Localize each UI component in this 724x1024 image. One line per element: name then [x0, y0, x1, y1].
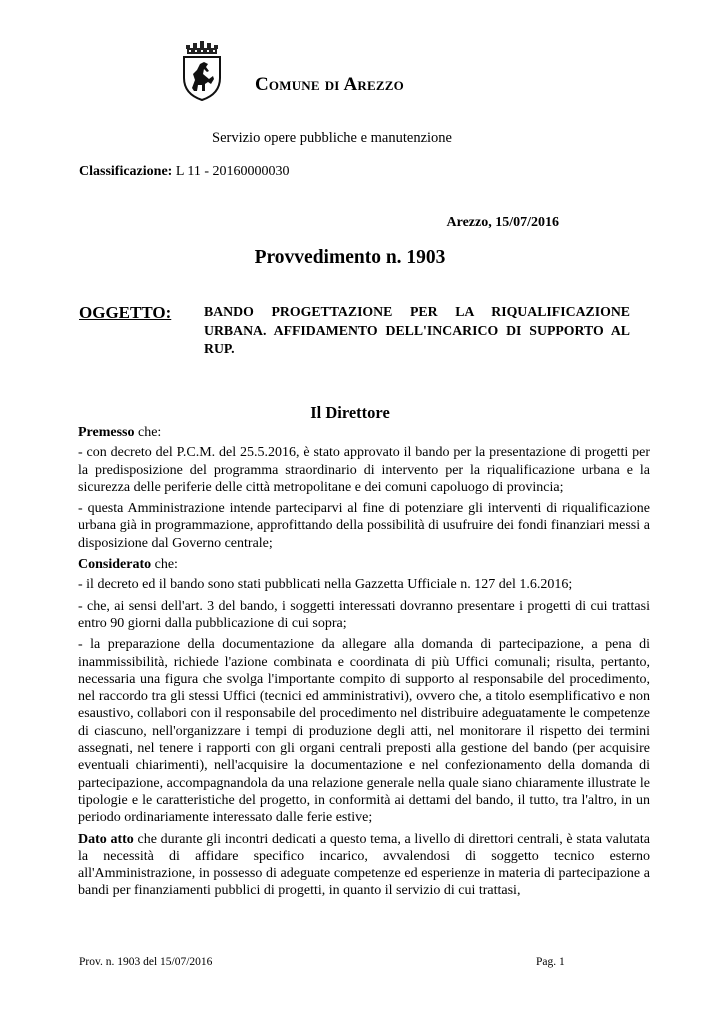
premesso-label: Premesso: [78, 425, 135, 440]
footer-reference: Prov. n. 1903 del 15/07/2016: [79, 956, 213, 968]
subject-text: BANDO PROGETTAZIONE PER LA RIQUALIFICAZIONE URBANA. AFFIDAMENTO DELL'INCARICO DI SUPPORTO AL RUP.: [204, 304, 630, 356]
dato-atto-text: che durante gli incontri dedicati a questo tema, a livello di direttori centrali, è stata valutata la necessità di affidare specifico incarico, avvalendosi di soggetto tecnico esterno all'Amministrazione, in possesso di adeguate competenze ed esperienze in materia di partecipazione a bandi per finanziamenti pubblici di progetti, in quanto il servizio di cui trattasi,: [78, 831, 650, 899]
premesso-heading: [78, 424, 650, 441]
service-name: Servizio opere pubbliche e manutenzione: [212, 130, 452, 146]
coat-of-arms-icon: [178, 38, 226, 102]
place-date: Arezzo, 15/07/2016: [446, 215, 559, 230]
premesso-paragraph-2: - questa Amministrazione intende parteciparvi al fine di potenziare gli interventi di riqualificazione urbana già in programmazione, approfittando della possibilità di usufruire dei fondi finanziari messi a disposizione dal Governo centrale;: [78, 501, 650, 551]
dato-atto-label: Dato atto: [78, 831, 134, 847]
document-title: Provvedimento n. 1903: [254, 247, 446, 268]
considerato-paragraph-1: - il decreto ed il bando sono stati pubblicati nella Gazzetta Ufficiale n. 127 del 1.6.2016;: [78, 577, 573, 593]
classification-label: Classificazione:: [79, 164, 173, 179]
document-body: [78, 424, 650, 904]
crown-icon: [186, 41, 218, 54]
footer-page-number: Pag. 1: [536, 956, 565, 968]
considerato-suffix: che:: [151, 557, 178, 573]
director-heading: Il Direttore: [310, 403, 390, 422]
considerato-paragraph-3: - la preparazione della documentazione da allegare alla domanda di partecipazione, a pena di inammissibilità, richiede l'azione combinata e coordinata di più Uffici comunali; risulta, pertanto, necessaria una figura che svolga l'importante compito di supporto al responsabile del procedimento, nel raccordo tra gli stessi Uffici (tecnici ed amministrativi), ovvero che, a titolo esemplificativo e non esaustivo, collabori con il responsabile del procedimento nel distribuire adeguatamente le competenze di ciascuno, nell'organizzare i tempi di produzione degli atti, nel monitorare il rispetto dei termini assegnati, nel tenere i rapporti con gli organi centrali preposti alla gestione del bando (per acquisire eventuali chiarimenti), nell'acquisire la documentazione e nel confezionamento della domanda di partecipazione, accompagnandola da una relazione generale nella quale siano chiaramente illustrate le tipologie e le caratteristiche del progetto, in conformità ai dettami del bando, il tutto, tra l'altro, in un periodo ordinariamente interessato dalle ferie estive;: [78, 637, 650, 826]
classification-value: L 11 - 20160000030: [172, 164, 290, 179]
city-name: Comune di Arezzo: [255, 74, 404, 95]
considerato-label: Considerato: [78, 557, 152, 573]
classification: [79, 164, 290, 180]
considerato-paragraph-2: - che, ai sensi dell'art. 3 del bando, i soggetti interessati dovranno presentare i progetti di cui trattasi entro 90 giorni dalla pubblicazione di cui sopra;: [78, 598, 650, 631]
dato-atto-paragraph: [78, 831, 650, 900]
subject-label: OGGETTO:: [79, 303, 172, 322]
considerato-heading: [78, 556, 650, 573]
premesso-suffix: che:: [134, 425, 162, 440]
premesso-paragraph-1: - con decreto del P.C.M. del 25.5.2016, è stato approvato il bando per la presentazione di progetti per la predisposizione del programma straordinario di intervento per la riqualificazione urbana e la sicurezza delle periferie delle città metropolitane e dei comuni capoluogo di provincia;: [78, 445, 650, 495]
